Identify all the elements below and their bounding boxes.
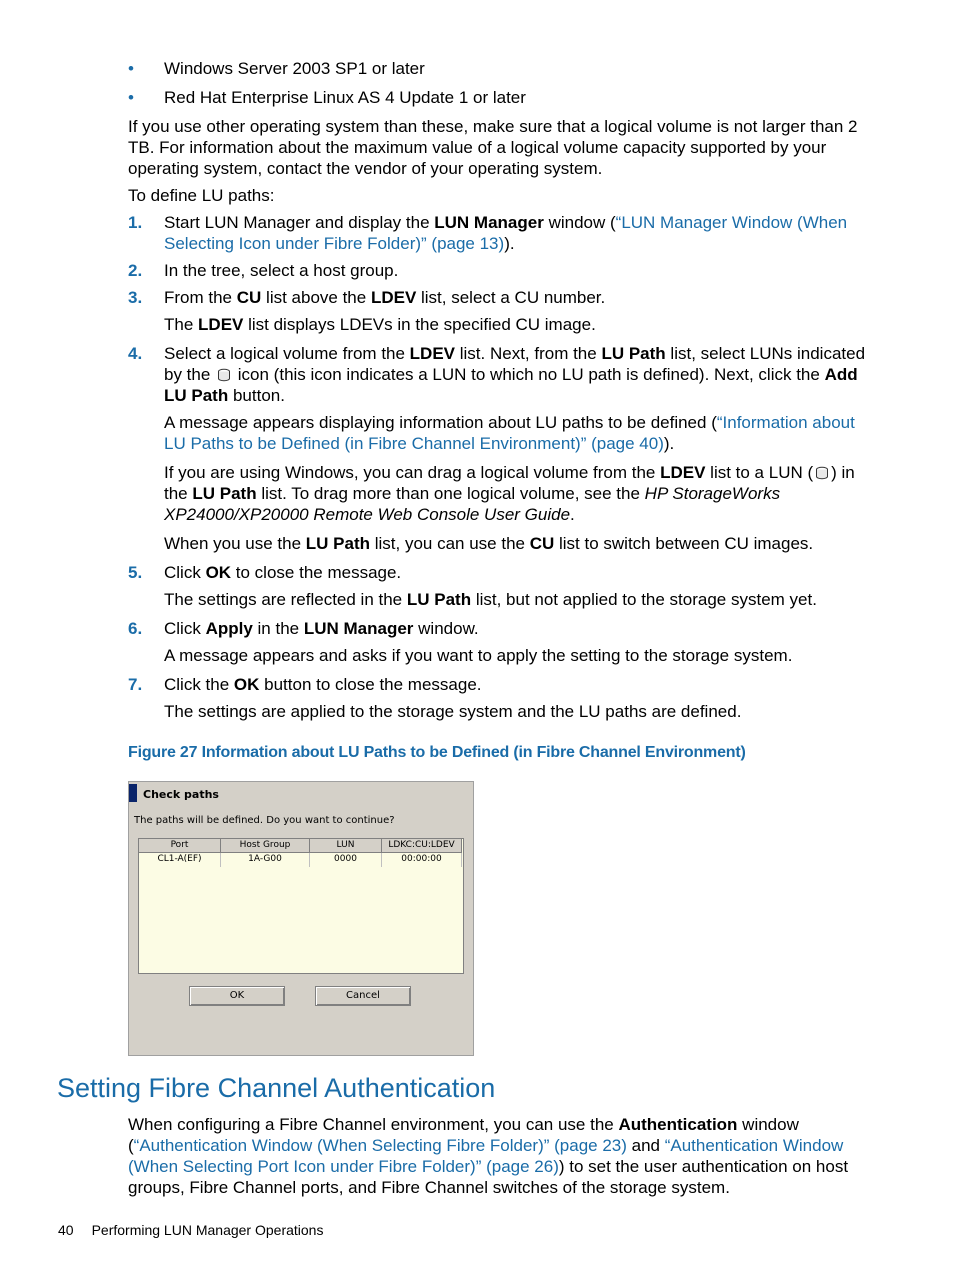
step-text: icon (this icon indicates a LUN to which no LU path is defined). Next, click the — [233, 365, 825, 384]
step-text: Click — [164, 619, 206, 638]
cross-reference-link[interactable]: “Authentication Window (When Selecting Port Icon under Fibre Folder)” (page 26) — [128, 1136, 844, 1176]
step-text: When you use the — [164, 534, 306, 553]
step-text: list, you can use the — [370, 534, 530, 553]
step-number: 6. — [128, 619, 143, 638]
paragraph-text: When configuring a Fibre Channel environment, you can use the — [128, 1115, 619, 1134]
bullet-icon: • — [128, 88, 134, 107]
column-header-port[interactable]: Port — [139, 839, 221, 853]
step-text: button to close the message. — [259, 675, 482, 694]
step-text: In the tree, select a host group. — [164, 261, 399, 280]
figure-caption: Figure 27 Information about LU Paths to be Defined (in Fibre Channel Environment) — [128, 744, 746, 761]
step-3-detail — [128, 314, 870, 335]
step-text: list. Next, from the — [455, 344, 602, 363]
ui-term: LDEV — [198, 315, 244, 334]
step-text: The settings are reflected in the — [164, 590, 407, 609]
step-text: ). — [663, 434, 675, 453]
column-header-lun[interactable]: LUN — [310, 839, 382, 853]
step-text: list displays LDEVs in the specified CU image. — [243, 315, 596, 334]
intro-paragraph: If you use other operating system than these, make sure that a logical volume is not larger than 2 TB. For information about the maximum value of a logical volume capacity supported by your operating system, contact the vendor of your operating system. — [128, 117, 858, 178]
cell-host-group: 1A-G00 — [221, 853, 310, 867]
paths-table — [138, 838, 464, 974]
ui-term: LU Path — [192, 484, 257, 503]
page-footer — [58, 1222, 323, 1238]
page-number: 40 — [58, 1222, 74, 1238]
step-number: 7. — [128, 675, 143, 694]
step-text: . — [570, 505, 575, 524]
cell-ldev: 00:00:00 — [382, 853, 462, 867]
step-text: Click — [164, 563, 206, 582]
step-text: list, select a CU number. — [416, 288, 606, 307]
step-number: 1. — [128, 213, 143, 232]
lun-cylinder-icon — [217, 368, 231, 382]
check-paths-dialog — [128, 781, 474, 1056]
cancel-button[interactable]: Cancel — [315, 986, 411, 1006]
column-header-host-group[interactable]: Host Group — [221, 839, 310, 853]
section-paragraph — [128, 1114, 870, 1198]
document-title: HP StorageWorks XP24000/XP20000 Remote Web Console User Guide — [164, 484, 781, 524]
step-1 — [128, 212, 870, 254]
step-number: 4. — [128, 344, 143, 363]
step-7-detail: The settings are applied to the storage system and the LU paths are defined. — [164, 702, 742, 721]
step-text: Start LUN Manager and display the — [164, 213, 435, 232]
step-2 — [128, 260, 870, 281]
dialog-message: The paths will be defined. Do you want to continue? — [134, 815, 395, 826]
section-heading: Setting Fibre Channel Authentication — [57, 1073, 496, 1103]
step-text: Select a logical volume from the — [164, 344, 410, 363]
ui-term: Add LU Path — [164, 365, 858, 405]
lun-cylinder-icon — [815, 466, 829, 480]
paragraph-text: window ( — [128, 1115, 799, 1155]
dialog-title: Check paths — [143, 788, 219, 801]
body-content — [128, 58, 870, 773]
paragraph-text: and — [626, 1136, 665, 1155]
ok-button[interactable]: OK — [189, 986, 285, 1006]
cross-reference-link[interactable]: “Information about LU Paths to be Defined (in Fibre Channel Environment)” (page 40) — [164, 413, 855, 453]
ui-term: LDEV — [370, 288, 417, 307]
step-4-detail-1 — [128, 412, 870, 454]
step-6-detail: A message appears and asks if you want to apply the setting to the storage system. — [164, 646, 793, 665]
ui-term: LDEV — [660, 463, 706, 482]
step-4-detail-2 — [128, 462, 870, 525]
dialog-titlebar — [129, 784, 137, 802]
step-text: list above the — [261, 288, 371, 307]
step-text: If you are using Windows, you can drag a logical volume from the — [164, 463, 661, 482]
step-text: ). — [504, 234, 515, 253]
ui-term: LU Path — [305, 534, 370, 553]
ui-term: LU Path — [601, 344, 666, 363]
step-7 — [128, 674, 870, 695]
ui-term: LUN Manager — [434, 213, 544, 232]
cross-reference-link[interactable]: “LUN Manager Window (When Selecting Icon under Fibre Folder)” (page 13) — [164, 213, 848, 253]
bullet-item — [128, 58, 870, 79]
bullet-text: Windows Server 2003 SP1 or later — [164, 59, 425, 78]
cross-reference-link[interactable]: “Authentication Window (When Selecting Fibre Folder)” (page 23) — [133, 1136, 627, 1155]
cell-lun: 0000 — [310, 853, 382, 867]
step-text: The — [164, 315, 199, 334]
bullet-item — [128, 87, 870, 108]
step-text: list. To drag more than one logical volume, see the — [256, 484, 645, 503]
ui-term: OK — [205, 563, 232, 582]
step-number: 5. — [128, 563, 143, 582]
table-header — [139, 839, 463, 853]
step-text: From the — [164, 288, 237, 307]
step-text: button. — [228, 386, 285, 405]
intro-instruction: To define LU paths: — [128, 186, 275, 205]
step-6 — [128, 618, 870, 639]
step-number: 2. — [128, 261, 143, 280]
step-text: window ( — [543, 213, 616, 232]
step-3 — [128, 287, 870, 308]
table-row[interactable] — [139, 853, 463, 867]
step-text: ) in the — [164, 463, 855, 503]
ui-term: Apply — [205, 619, 253, 638]
step-5-detail — [128, 589, 870, 610]
step-text: Click the — [164, 675, 234, 694]
step-4 — [128, 343, 870, 406]
ui-term: LU Path — [406, 590, 472, 609]
step-text: window. — [413, 619, 479, 638]
chapter-title: Performing LUN Manager Operations — [91, 1222, 324, 1238]
bullet-icon: • — [128, 59, 134, 78]
step-5 — [128, 562, 870, 583]
step-text: list to switch between CU images. — [554, 534, 814, 553]
ui-term: LUN Manager — [303, 619, 414, 638]
ui-term: CU — [529, 534, 555, 553]
step-text: list, but not applied to the storage system yet. — [471, 590, 817, 609]
bullet-text: Red Hat Enterprise Linux AS 4 Update 1 or later — [164, 88, 526, 107]
step-text: list, select LUNs indicated by the — [164, 344, 866, 384]
step-text: A message appears displaying information about LU paths to be defined ( — [164, 413, 717, 432]
step-text: list to a LUN ( — [705, 463, 814, 482]
step-text: in the — [252, 619, 304, 638]
ui-term: Authentication — [618, 1115, 738, 1134]
column-header-ldev[interactable]: LDKC:CU:LDEV — [382, 839, 462, 853]
cell-port: CL1-A(EF) — [139, 853, 221, 867]
ui-term: OK — [233, 675, 260, 694]
step-4-detail-3 — [128, 533, 870, 554]
step-number: 3. — [128, 288, 143, 307]
ui-term: LDEV — [409, 344, 456, 363]
step-text: to close the message. — [231, 563, 402, 582]
ui-term: CU — [236, 288, 262, 307]
paragraph-text: ) to set the user authentication on host groups, Fibre Channel ports, and Fibre Channel switches of the storage system. — [128, 1157, 849, 1197]
